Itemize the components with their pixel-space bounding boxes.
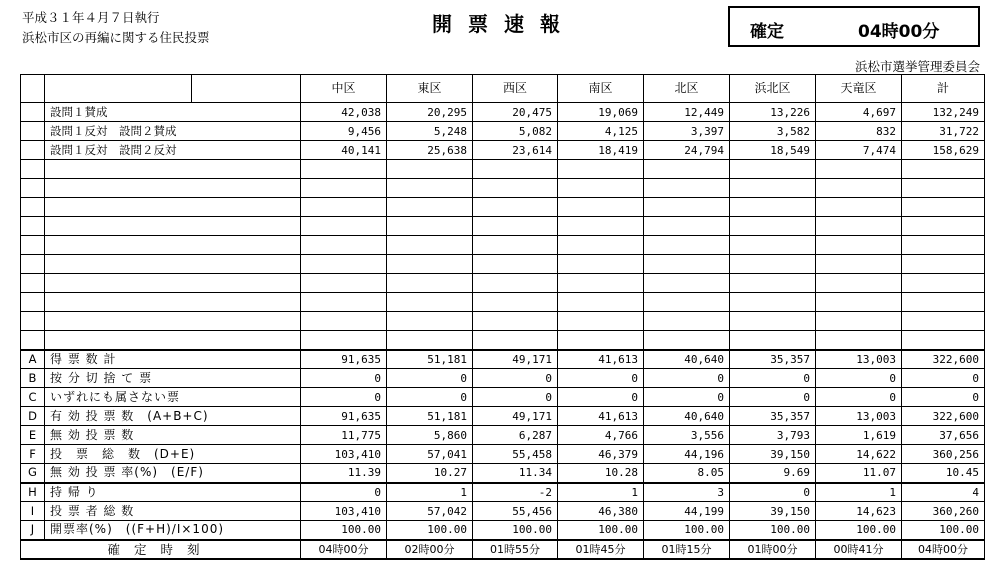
value-cell: 103,410 (301, 502, 387, 521)
confirmed-time: 01時45分 (558, 540, 644, 559)
row-letter: C (21, 388, 45, 407)
value-cell (558, 217, 644, 236)
value-cell (473, 312, 558, 331)
value-cell (301, 255, 387, 274)
confirmed-time: 02時00分 (387, 540, 473, 559)
value-cell: 322,600 (902, 407, 985, 426)
value-cell (902, 236, 985, 255)
blank-row (21, 217, 985, 236)
value-cell (387, 293, 473, 312)
value-cell (816, 160, 902, 179)
value-cell (301, 179, 387, 198)
value-cell: 18,549 (730, 141, 816, 160)
row-letter: D (21, 407, 45, 426)
value-cell (558, 293, 644, 312)
row-letter: I (21, 502, 45, 521)
value-cell: 103,410 (301, 445, 387, 464)
value-cell (644, 331, 730, 350)
summary-label: 投 票 総 数 (D+E) (45, 445, 301, 464)
value-cell: 100.00 (902, 521, 985, 540)
value-cell: 40,141 (301, 141, 387, 160)
value-cell: 51,181 (387, 350, 473, 369)
row-letter: J (21, 521, 45, 540)
value-cell: 1,619 (816, 426, 902, 445)
value-cell (473, 274, 558, 293)
value-cell (558, 274, 644, 293)
summary-label: 持 帰 り (45, 483, 301, 502)
value-cell (387, 198, 473, 217)
value-cell: 0 (301, 369, 387, 388)
corner-cell (192, 75, 301, 103)
value-cell: 35,357 (730, 407, 816, 426)
value-cell: 37,656 (902, 426, 985, 445)
value-cell (644, 198, 730, 217)
value-cell: 100.00 (644, 521, 730, 540)
value-cell (644, 274, 730, 293)
blank-row (21, 312, 985, 331)
row-letter: F (21, 445, 45, 464)
blank-row (21, 179, 985, 198)
confirmed-row (21, 540, 985, 559)
header-row (21, 75, 985, 103)
value-cell (644, 293, 730, 312)
letter-cell (21, 122, 45, 141)
value-cell (301, 293, 387, 312)
value-cell: 40,640 (644, 407, 730, 426)
summary-label: 按 分 切 捨 て 票 (45, 369, 301, 388)
value-cell (387, 217, 473, 236)
value-cell: 0 (730, 388, 816, 407)
value-cell (644, 160, 730, 179)
value-cell: 360,256 (902, 445, 985, 464)
value-cell: 3 (644, 483, 730, 502)
choice-row (21, 141, 985, 160)
value-cell (902, 160, 985, 179)
value-cell: 0 (902, 369, 985, 388)
column-header: 西区 (473, 75, 558, 103)
value-cell (730, 236, 816, 255)
results-body (21, 75, 985, 559)
letter-cell (21, 160, 45, 179)
value-cell (902, 179, 985, 198)
value-cell (301, 236, 387, 255)
choice-label (45, 293, 301, 312)
value-cell: 4,766 (558, 426, 644, 445)
confirmed-time: 00時41分 (816, 540, 902, 559)
committee-name: 浜松市選挙管理委員会 (854, 59, 980, 74)
value-cell: 18,419 (558, 141, 644, 160)
value-cell (730, 160, 816, 179)
value-cell: 0 (473, 388, 558, 407)
value-cell (902, 312, 985, 331)
value-cell: 31,722 (902, 122, 985, 141)
summary-label: 無 効 投 票 数 (45, 426, 301, 445)
value-cell (387, 331, 473, 350)
value-cell: 42,038 (301, 103, 387, 122)
summary-label: いずれにも属さない票 (45, 388, 301, 407)
value-cell: 55,458 (473, 445, 558, 464)
value-cell (473, 160, 558, 179)
value-cell: 6,287 (473, 426, 558, 445)
value-cell: 0 (644, 388, 730, 407)
value-cell: 832 (816, 122, 902, 141)
letter-cell (21, 217, 45, 236)
value-cell: 91,635 (301, 407, 387, 426)
value-cell (558, 236, 644, 255)
value-cell (558, 198, 644, 217)
value-cell: 44,196 (644, 445, 730, 464)
value-cell (558, 255, 644, 274)
value-cell: 3,556 (644, 426, 730, 445)
letter-cell (21, 141, 45, 160)
row-letter: E (21, 426, 45, 445)
value-cell (473, 198, 558, 217)
value-cell: 5,860 (387, 426, 473, 445)
value-cell (301, 274, 387, 293)
value-cell: 3,793 (730, 426, 816, 445)
value-cell (644, 312, 730, 331)
summary-label: 投 票 者 総 数 (45, 502, 301, 521)
value-cell (730, 255, 816, 274)
value-cell: 14,622 (816, 445, 902, 464)
value-cell: 39,150 (730, 502, 816, 521)
value-cell: 7,474 (816, 141, 902, 160)
value-cell (473, 293, 558, 312)
value-cell (816, 293, 902, 312)
choice-label (45, 312, 301, 331)
status-label: 確定 (750, 22, 784, 42)
confirmed-time: 04時00分 (301, 540, 387, 559)
value-cell: 46,380 (558, 502, 644, 521)
value-cell (473, 255, 558, 274)
value-cell: 49,171 (473, 407, 558, 426)
value-cell: 55,456 (473, 502, 558, 521)
letter-cell (21, 198, 45, 217)
value-cell (644, 179, 730, 198)
summary-row (21, 369, 985, 388)
corner-cell (21, 75, 45, 103)
letter-cell (21, 331, 45, 350)
value-cell (473, 331, 558, 350)
blank-row (21, 236, 985, 255)
value-cell: 158,629 (902, 141, 985, 160)
value-cell: 20,475 (473, 103, 558, 122)
value-cell: 4 (902, 483, 985, 502)
value-cell (730, 293, 816, 312)
choice-label (45, 274, 301, 293)
confirmed-time: 01時15分 (644, 540, 730, 559)
value-cell: 100.00 (558, 521, 644, 540)
value-cell (730, 312, 816, 331)
value-cell: 11.07 (816, 464, 902, 483)
election-date: 平成３１年４月７日執行 (22, 10, 160, 25)
value-cell (387, 179, 473, 198)
value-cell: 46,379 (558, 445, 644, 464)
value-cell (730, 198, 816, 217)
value-cell (301, 217, 387, 236)
blank-row (21, 274, 985, 293)
letter-cell (21, 312, 45, 331)
value-cell: 24,794 (644, 141, 730, 160)
value-cell (387, 160, 473, 179)
confirmed-label: 確定時刻 (21, 540, 301, 559)
summary-label: 有 効 投 票 数 (A+B+C) (45, 407, 301, 426)
value-cell: 23,614 (473, 141, 558, 160)
letter-cell (21, 103, 45, 122)
value-cell (902, 255, 985, 274)
value-cell (644, 255, 730, 274)
value-cell: 39,150 (730, 445, 816, 464)
row-letter: H (21, 483, 45, 502)
value-cell: 11.34 (473, 464, 558, 483)
value-cell: 0 (301, 483, 387, 502)
value-cell: 100.00 (730, 521, 816, 540)
value-cell: 9,456 (301, 122, 387, 141)
value-cell: 0 (387, 388, 473, 407)
corner-cell (45, 75, 192, 103)
value-cell: 1 (816, 483, 902, 502)
value-cell (730, 331, 816, 350)
value-cell: 25,638 (387, 141, 473, 160)
value-cell (301, 331, 387, 350)
value-cell: 322,600 (902, 350, 985, 369)
value-cell: 0 (558, 369, 644, 388)
page-title: 開票速報 (432, 12, 576, 36)
letter-cell (21, 293, 45, 312)
value-cell: 1 (387, 483, 473, 502)
column-header: 南区 (558, 75, 644, 103)
value-cell: 10.45 (902, 464, 985, 483)
value-cell (816, 198, 902, 217)
value-cell (730, 217, 816, 236)
letter-cell (21, 236, 45, 255)
value-cell (902, 293, 985, 312)
value-cell (816, 236, 902, 255)
value-cell: 13,003 (816, 350, 902, 369)
confirmed-time: 01時00分 (730, 540, 816, 559)
row-letter: A (21, 350, 45, 369)
value-cell: 100.00 (387, 521, 473, 540)
confirmed-time: 04時00分 (902, 540, 985, 559)
value-cell: 0 (816, 369, 902, 388)
choice-label (45, 198, 301, 217)
value-cell (816, 274, 902, 293)
value-cell (816, 179, 902, 198)
value-cell: 360,260 (902, 502, 985, 521)
value-cell: 0 (730, 483, 816, 502)
value-cell: 40,640 (644, 350, 730, 369)
value-cell: 132,249 (902, 103, 985, 122)
value-cell (816, 255, 902, 274)
election-subtitle: 浜松市区の再編に関する住民投票 (22, 30, 210, 45)
value-cell (387, 274, 473, 293)
value-cell: 0 (644, 369, 730, 388)
column-header: 天竜区 (816, 75, 902, 103)
value-cell: 10.27 (387, 464, 473, 483)
status-time: 04時00分 (858, 22, 940, 42)
blank-row (21, 293, 985, 312)
summary-label: 無 効 投 票 率(%) (E/F) (45, 464, 301, 483)
status-box (728, 6, 980, 47)
row-letter: B (21, 369, 45, 388)
confirmed-time: 01時55分 (473, 540, 558, 559)
value-cell: 100.00 (816, 521, 902, 540)
value-cell: 0 (387, 369, 473, 388)
value-cell: 11.39 (301, 464, 387, 483)
results-table (20, 74, 985, 560)
value-cell (730, 274, 816, 293)
value-cell (902, 198, 985, 217)
choice-label: 設問１反対 設問２賛成 (45, 122, 301, 141)
value-cell (902, 217, 985, 236)
summary-row (21, 521, 985, 540)
header-info (22, 8, 210, 48)
choice-label (45, 217, 301, 236)
value-cell (301, 312, 387, 331)
choice-label (45, 160, 301, 179)
value-cell: 1 (558, 483, 644, 502)
value-cell: 0 (902, 388, 985, 407)
summary-row (21, 445, 985, 464)
letter-cell (21, 274, 45, 293)
value-cell: 57,041 (387, 445, 473, 464)
value-cell: 41,613 (558, 350, 644, 369)
value-cell (473, 236, 558, 255)
value-cell (816, 217, 902, 236)
value-cell: 14,623 (816, 502, 902, 521)
value-cell: 0 (816, 388, 902, 407)
summary-row (21, 483, 985, 502)
blank-row (21, 160, 985, 179)
column-header: 計 (902, 75, 985, 103)
value-cell: 100.00 (473, 521, 558, 540)
value-cell: 0 (301, 388, 387, 407)
value-cell (816, 331, 902, 350)
choice-label: 設問１反対 設問２反対 (45, 141, 301, 160)
value-cell (644, 217, 730, 236)
value-cell (902, 331, 985, 350)
value-cell: 3,582 (730, 122, 816, 141)
summary-row (21, 502, 985, 521)
column-header: 東区 (387, 75, 473, 103)
value-cell: 100.00 (301, 521, 387, 540)
letter-cell (21, 255, 45, 274)
value-cell (558, 160, 644, 179)
blank-row (21, 255, 985, 274)
value-cell (387, 312, 473, 331)
summary-row (21, 426, 985, 445)
value-cell (558, 312, 644, 331)
value-cell: 41,613 (558, 407, 644, 426)
value-cell (730, 179, 816, 198)
choice-label (45, 179, 301, 198)
value-cell: 10.28 (558, 464, 644, 483)
value-cell: 9.69 (730, 464, 816, 483)
blank-row (21, 198, 985, 217)
value-cell: 19,069 (558, 103, 644, 122)
value-cell: 11,775 (301, 426, 387, 445)
letter-cell (21, 179, 45, 198)
value-cell (473, 217, 558, 236)
value-cell: 91,635 (301, 350, 387, 369)
value-cell: 51,181 (387, 407, 473, 426)
value-cell (558, 331, 644, 350)
blank-row (21, 331, 985, 350)
column-header: 中区 (301, 75, 387, 103)
value-cell (387, 255, 473, 274)
value-cell (902, 274, 985, 293)
summary-row (21, 407, 985, 426)
row-letter: G (21, 464, 45, 483)
column-header: 北区 (644, 75, 730, 103)
column-header: 浜北区 (730, 75, 816, 103)
value-cell (816, 312, 902, 331)
summary-label: 開票率(%) ((F+H)/I×100) (45, 521, 301, 540)
value-cell: 8.05 (644, 464, 730, 483)
value-cell (558, 179, 644, 198)
value-cell: 4,125 (558, 122, 644, 141)
value-cell: 0 (473, 369, 558, 388)
summary-label: 得 票 数 計 (45, 350, 301, 369)
choice-label (45, 236, 301, 255)
value-cell: 13,003 (816, 407, 902, 426)
value-cell: 12,449 (644, 103, 730, 122)
choice-row (21, 122, 985, 141)
value-cell: 0 (558, 388, 644, 407)
summary-row (21, 350, 985, 369)
value-cell: 4,697 (816, 103, 902, 122)
choice-label (45, 331, 301, 350)
value-cell: 20,295 (387, 103, 473, 122)
value-cell (473, 179, 558, 198)
value-cell (301, 160, 387, 179)
value-cell (387, 236, 473, 255)
value-cell: 35,357 (730, 350, 816, 369)
value-cell (301, 198, 387, 217)
value-cell: 57,042 (387, 502, 473, 521)
summary-row (21, 464, 985, 483)
value-cell: 49,171 (473, 350, 558, 369)
value-cell: 3,397 (644, 122, 730, 141)
value-cell: 5,248 (387, 122, 473, 141)
value-cell: -2 (473, 483, 558, 502)
value-cell (644, 236, 730, 255)
value-cell: 5,082 (473, 122, 558, 141)
value-cell: 13,226 (730, 103, 816, 122)
value-cell: 0 (730, 369, 816, 388)
choice-row (21, 103, 985, 122)
choice-label (45, 255, 301, 274)
choice-label: 設問１賛成 (45, 103, 301, 122)
value-cell: 44,199 (644, 502, 730, 521)
summary-row (21, 388, 985, 407)
